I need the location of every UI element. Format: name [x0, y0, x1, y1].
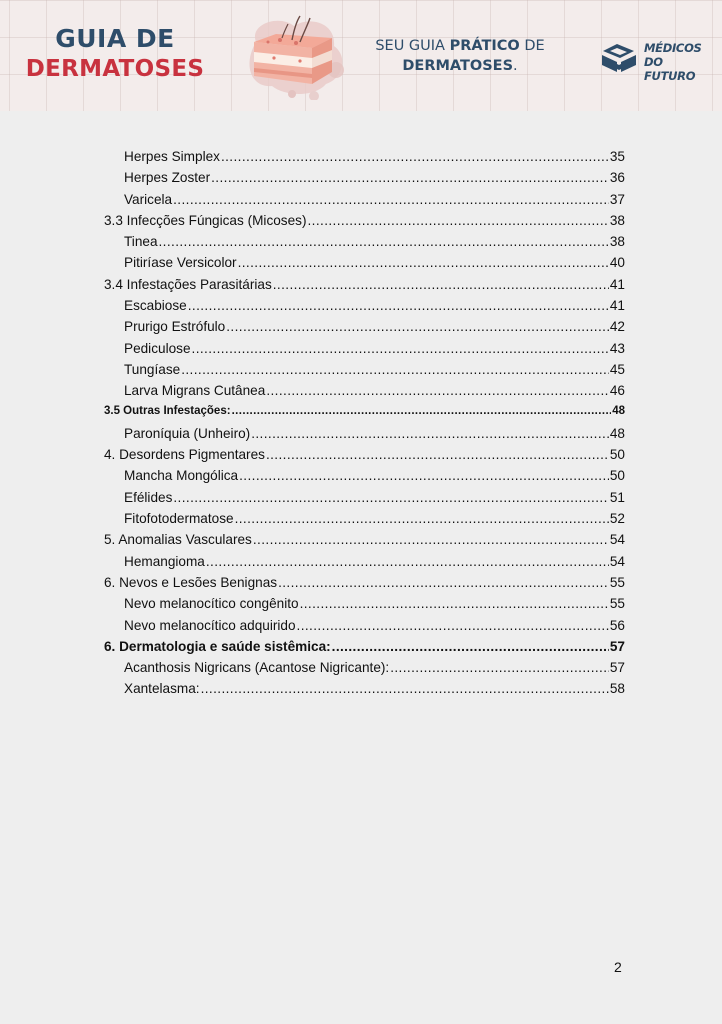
- toc-dot-leader: [188, 298, 609, 313]
- toc-dot-leader: [211, 170, 609, 185]
- toc-entry[interactable]: [104, 341, 625, 362]
- toc-entry[interactable]: [104, 660, 625, 681]
- toc-section-entry[interactable]: [104, 532, 625, 553]
- tagline-period: .: [513, 58, 518, 74]
- toc-entry-label: Prurigo Estrófulo: [124, 319, 226, 335]
- toc-entry-page: 36: [609, 170, 625, 186]
- toc-entry-page: 48: [612, 404, 625, 417]
- toc-entry[interactable]: [104, 681, 625, 702]
- toc-entry-label: Herpes Zoster: [124, 170, 211, 186]
- tagline-suffix: DE: [519, 38, 545, 54]
- toc-section-entry[interactable]: [104, 639, 625, 660]
- toc-entry[interactable]: [104, 426, 625, 447]
- toc-entry[interactable]: [104, 511, 625, 532]
- guide-title: [20, 24, 210, 84]
- toc-section-entry[interactable]: [104, 575, 625, 596]
- toc-dot-leader: [221, 149, 609, 164]
- toc-entry[interactable]: [104, 255, 625, 276]
- toc-entry-page: 51: [609, 489, 625, 505]
- toc-entry-page: 55: [609, 596, 625, 612]
- toc-entry-page: 45: [609, 361, 625, 377]
- toc-entry-label: 4. Desordens Pigmentares: [104, 447, 265, 463]
- toc-entry-label: Tinea: [124, 234, 158, 250]
- toc-section-entry[interactable]: [104, 277, 625, 298]
- title-line-2: DERMATOSES: [25, 56, 205, 82]
- toc-dot-leader: [159, 234, 609, 249]
- toc-entry-page: 43: [609, 340, 625, 356]
- toc-entry-page: 50: [609, 468, 625, 484]
- toc-dot-leader: [307, 213, 608, 228]
- toc-entry[interactable]: [104, 618, 625, 639]
- toc-entry-label: Pediculose: [124, 340, 191, 356]
- tagline-line-2: DERMATOSES: [402, 58, 514, 74]
- toc-entry-label: Herpes Simplex: [124, 149, 220, 164]
- toc-entry[interactable]: [104, 192, 625, 213]
- toc-entry-page: 35: [609, 149, 625, 164]
- toc-entry-label: Larva Migrans Cutânea: [124, 383, 266, 399]
- toc-entry-page: 38: [609, 234, 625, 250]
- toc-entry-label: 6. Nevos e Lesões Benignas: [104, 574, 278, 590]
- box-logo-icon: [600, 42, 638, 74]
- table-of-contents: [104, 149, 625, 703]
- toc-entry-label: 3.5 Outras Infestações:: [104, 404, 231, 417]
- toc-dot-leader: [206, 554, 609, 569]
- toc-dot-leader: [266, 383, 609, 398]
- toc-entry-page: 58: [609, 681, 625, 697]
- toc-entry-label: 6. Dermatologia e saúde sistêmica:: [104, 638, 331, 654]
- toc-entry-page: 46: [609, 383, 625, 399]
- toc-entry-page: 40: [609, 255, 625, 271]
- toc-entry-page: 57: [609, 638, 625, 654]
- toc-dot-leader: [332, 639, 609, 654]
- toc-entry-page: 56: [609, 617, 625, 633]
- logo-line-1: MÉDICOS: [644, 41, 702, 55]
- toc-entry-label: Hemangioma: [124, 553, 205, 569]
- toc-dot-leader: [226, 319, 609, 334]
- toc-dot-leader: [232, 405, 612, 417]
- tagline: [355, 36, 565, 76]
- toc-entry-label: 3.3 Infecções Fúngicas (Micoses): [104, 212, 307, 228]
- toc-entry-page: 41: [609, 276, 625, 292]
- toc-dot-leader: [173, 490, 609, 505]
- toc-entry-page: 55: [609, 574, 625, 590]
- toc-dot-leader: [297, 618, 609, 633]
- toc-entry-label: Efélides: [124, 489, 173, 505]
- toc-section-entry[interactable]: [104, 213, 625, 234]
- title-line-1: GUIA DE: [55, 24, 175, 53]
- toc-dot-leader: [390, 660, 609, 675]
- toc-entry-label: 3.4 Infestações Parasitárias: [104, 276, 272, 292]
- toc-entry-label: Escabiose: [124, 298, 187, 314]
- toc-dot-leader: [266, 447, 609, 462]
- toc-section-entry[interactable]: [104, 447, 625, 468]
- toc-entry-page: 37: [609, 191, 625, 207]
- toc-dot-leader: [273, 277, 609, 292]
- toc-section-entry[interactable]: [104, 405, 625, 426]
- toc-entry-label: Xantelasma:: [124, 681, 200, 697]
- toc-entry[interactable]: [104, 149, 625, 170]
- toc-entry-label: Acanthosis Nigricans (Acantose Nigricante):: [124, 660, 390, 676]
- toc-entry-label: 5. Anomalias Vasculares: [104, 532, 252, 548]
- toc-dot-leader: [201, 681, 609, 696]
- tagline-bold: PRÁTICO: [449, 38, 520, 54]
- toc-dot-leader: [251, 426, 609, 441]
- toc-dot-leader: [300, 596, 609, 611]
- toc-entry[interactable]: [104, 362, 625, 383]
- toc-entry[interactable]: [104, 490, 625, 511]
- toc-dot-leader: [235, 511, 609, 526]
- tagline-prefix: SEU GUIA: [375, 38, 450, 54]
- toc-entry[interactable]: [104, 554, 625, 575]
- toc-entry-label: Fitofotodermatose: [124, 511, 234, 527]
- toc-entry-page: 54: [609, 553, 625, 569]
- toc-entry-page: 42: [609, 319, 625, 335]
- toc-entry[interactable]: [104, 468, 625, 489]
- toc-entry[interactable]: [104, 319, 625, 340]
- toc-entry[interactable]: [104, 298, 625, 319]
- toc-dot-leader: [253, 532, 609, 547]
- toc-entry[interactable]: [104, 234, 625, 255]
- toc-entry-page: 50: [609, 447, 625, 463]
- toc-entry-page: 48: [609, 425, 625, 441]
- toc-entry-label: Pitiríase Versicolor: [124, 255, 237, 271]
- toc-entry[interactable]: [104, 383, 625, 404]
- toc-entry-page: 52: [609, 511, 625, 527]
- page-number: 2: [614, 959, 622, 975]
- toc-entry-label: Nevo melanocítico adquirido: [124, 617, 296, 633]
- toc-entry-label: Mancha Mongólica: [124, 468, 239, 484]
- toc-dot-leader: [239, 468, 609, 483]
- toc-entry-label: Paroníquia (Unheiro): [124, 425, 251, 441]
- toc-entry-label: Tungíase: [124, 361, 181, 377]
- toc-entry-label: Nevo melanocítico congênito: [124, 596, 299, 612]
- toc-dot-leader: [192, 341, 609, 356]
- logo-text: [644, 41, 710, 83]
- logo-line-2: DO FUTURO: [644, 55, 696, 83]
- toc-entry-label: Varicela: [124, 191, 173, 207]
- toc-dot-leader: [238, 255, 609, 270]
- toc-entry-page: 38: [609, 212, 625, 228]
- toc-entry-page: 57: [609, 660, 625, 676]
- toc-dot-leader: [278, 575, 609, 590]
- toc-entry-page: 54: [609, 532, 625, 548]
- medicos-do-futuro-logo: [600, 40, 710, 83]
- page-header-banner: [0, 0, 722, 111]
- toc-entry-page: 41: [609, 298, 625, 314]
- toc-entry[interactable]: [104, 596, 625, 617]
- toc-dot-leader: [181, 362, 609, 377]
- toc-entry[interactable]: [104, 170, 625, 191]
- toc-dot-leader: [173, 192, 609, 207]
- skin-layers-icon: [234, 12, 352, 100]
